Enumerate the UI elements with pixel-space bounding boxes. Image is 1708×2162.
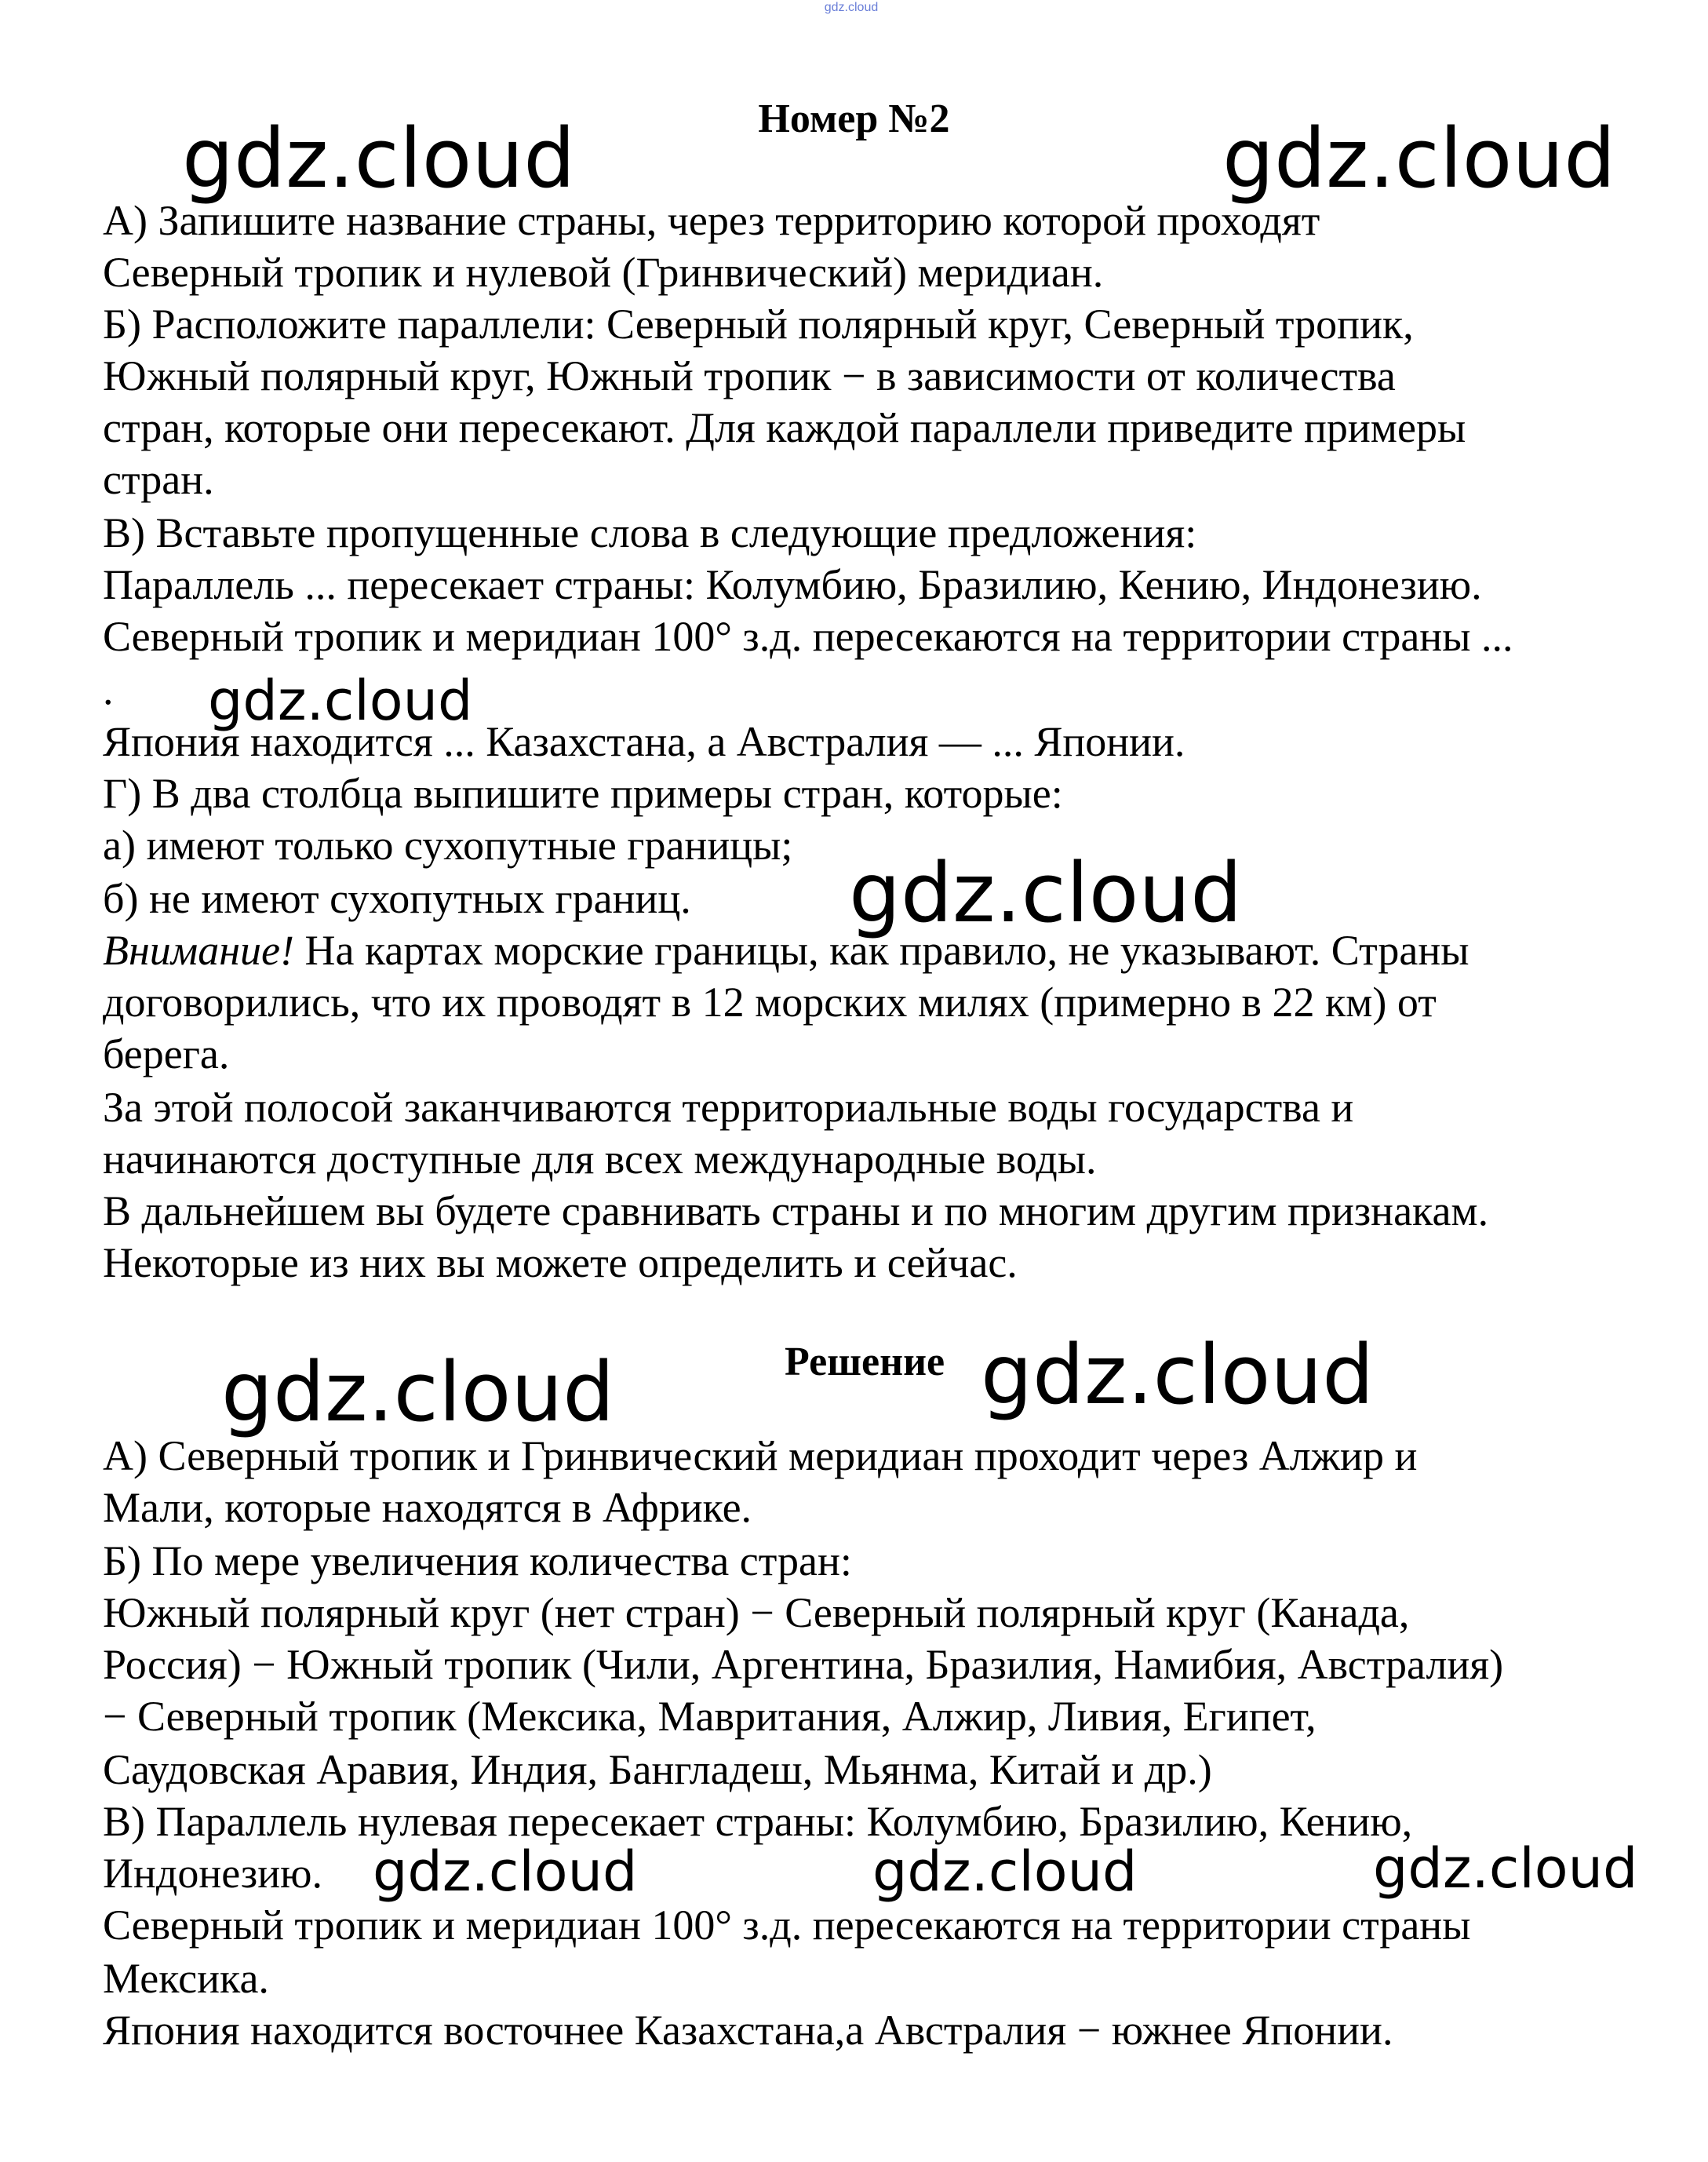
solution-line: Мали, которые находятся в Африке. — [103, 1484, 752, 1531]
task-line: а) имеют только сухопутные границы; — [103, 822, 793, 869]
watermark: gdz.cloud — [373, 1839, 638, 1904]
solution-line: Южный полярный круг (нет стран) − Северный полярный круг (Канада, — [103, 1589, 1410, 1636]
note-line: договорились, что их проводят в 12 морских милях (примерно в 22 км) от — [103, 979, 1437, 1026]
note-line — [103, 924, 1469, 976]
task-line: Г) В два столбца выпишите примеры стран, которые: — [103, 770, 1063, 817]
solution-line: − Северный тропик (Мексика, Мавритания, Алжир, Ливия, Египет, — [103, 1693, 1317, 1740]
task-line: стран, которые они пересекают. Для каждой параллели приведите примеры — [103, 404, 1466, 451]
solution-line: В) Параллель нулевая пересекает страны: Колумбию, Бразилию, Кению, — [103, 1798, 1413, 1845]
solution-title: Решение — [785, 1340, 945, 1384]
task-title: Номер №2 — [758, 97, 950, 141]
note-line: начинаются доступные для всех международные воды. — [103, 1136, 1097, 1183]
note-emphasis: Внимание! — [103, 927, 294, 974]
task-line: б) не имеют сухопутных границ. — [103, 875, 691, 922]
watermark: gdz.cloud — [182, 111, 576, 206]
task-line: Япония находится ... Казахстана, а Австралия — ... Японии. — [103, 718, 1185, 765]
solution-line: Мексика. — [103, 1955, 269, 2002]
task-line: стран. — [103, 456, 214, 503]
watermark: gdz.cloud — [1222, 111, 1616, 206]
note-text: На картах морские границы, как правило, не указывают. Страны — [293, 927, 1469, 974]
solution-line: Россия) − Южный тропик (Чили, Аргентина, Бразилия, Намибия, Австралия) — [103, 1641, 1504, 1688]
task-line: Северный тропик и меридиан 100° з.д. пересекаются на территории страны ... — [103, 613, 1513, 660]
task-line: Параллель ... пересекает страны: Колумбию, Бразилию, Кению, Индонезию. — [103, 561, 1482, 608]
note-line: В дальнейшем вы будете сравнивать страны и по многим другим признакам. — [103, 1187, 1489, 1234]
solution-line: Северный тропик и меридиан 100° з.д. пересекаются на территории страны — [103, 1901, 1471, 1949]
watermark: gdz.cloud — [981, 1327, 1375, 1423]
solution-line: Саудовская Аравия, Индия, Бангладеш, Мьянма, Китай и др.) — [103, 1746, 1212, 1793]
task-line: . — [103, 666, 114, 713]
solution-line: Индонезию. — [103, 1850, 322, 1897]
task-line: Южный полярный круг, Южный тропик − в зависимости от количества — [103, 352, 1396, 399]
solution-line: А) Северный тропик и Гринвический меридиан проходит через Алжир и — [103, 1432, 1418, 1479]
note-line: берега. — [103, 1030, 230, 1077]
solution-line: Б) По мере увеличения количества стран: — [103, 1537, 852, 1584]
note-line: Некоторые из них вы можете определить и сейчас. — [103, 1239, 1018, 1286]
watermark: gdz.cloud — [849, 845, 1243, 941]
task-line: Северный тропик и нулевой (Гринвический) меридиан. — [103, 249, 1104, 296]
note-line: За этой полосой заканчиваются территориальные воды государства и — [103, 1084, 1354, 1131]
task-line: А) Запишите название страны, через территорию которой проходят — [103, 197, 1320, 244]
task-line: В) Вставьте пропущенные слова в следующие предложения: — [103, 509, 1197, 556]
solution-line: Япония находится восточнее Казахстана,а Австралия − южнее Японии. — [103, 2007, 1393, 2054]
task-line: Б) Расположите параллели: Северный полярный круг, Северный тропик, — [103, 301, 1414, 348]
watermark: gdz.cloud — [221, 1344, 615, 1440]
watermark: gdz.cloud — [1373, 1836, 1638, 1901]
watermark: gdz.cloud — [872, 1839, 1138, 1904]
top-watermark: gdz.cloud — [824, 1, 879, 14]
watermark: gdz.cloud — [208, 669, 473, 733]
